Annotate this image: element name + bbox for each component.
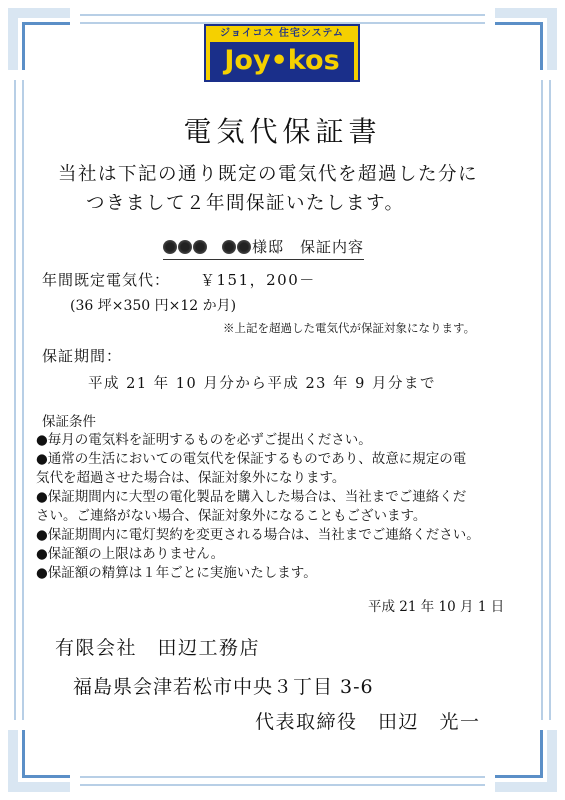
subject-suffix: 様邸 保証内容 xyxy=(252,238,365,256)
representative-name: 代表取締役 田辺 光一 xyxy=(255,711,481,733)
intro-line-1: 当社は下記の通り既定の電気代を超過した分に xyxy=(58,164,479,185)
condition-line: ●保証額の上限はありません。 xyxy=(36,546,225,562)
border-strip-bottom xyxy=(80,776,485,786)
document-title: 電気代保証書 xyxy=(183,115,382,148)
annual-amount-label: 年間既定電気代： xyxy=(42,271,171,289)
border-strip-left xyxy=(14,80,24,720)
condition-line: 気代を超過させた場合は、保証対象外になります。 xyxy=(36,470,346,486)
border-corner-bottom-left xyxy=(8,730,70,792)
redacted-name-mark xyxy=(163,238,208,256)
period-value: 平成 21 年 10 月分から平成 23 年 9 月分まで xyxy=(88,376,436,392)
condition-line: ●保証期間内に電灯契約を変更される場合は、当社までご連絡ください。 xyxy=(36,527,480,543)
border-strip-top xyxy=(80,14,485,24)
condition-line: ●保証額の精算は１年ごとに実施いたします。 xyxy=(36,565,317,581)
logo-wordmark: Joy•kos xyxy=(210,42,354,80)
border-corner-bottom-right xyxy=(495,730,557,792)
logo-subtitle: ジョイコス 住宅システム xyxy=(220,28,344,39)
period-label: 保証期間： xyxy=(42,347,123,365)
border-strip-right xyxy=(541,80,551,720)
border-corner-top-left xyxy=(8,8,70,70)
coverage-note: ※上記を超過した電気代が保証対象になります。 xyxy=(223,321,476,335)
conditions-title: 保証条件 xyxy=(42,414,96,430)
condition-line: ●毎月の電気料を証明するものを必ずご提出ください。 xyxy=(36,432,372,448)
condition-line: ●通常の生活においての電気代を保証するものであり、故意に規定の電 xyxy=(36,451,467,467)
condition-line: さい。ご連絡がない場合、保証対象外になることもございます。 xyxy=(36,508,427,524)
redacted-name-mark xyxy=(222,238,252,256)
company-logo xyxy=(204,24,360,82)
annual-amount-value: ￥151，200－ xyxy=(200,271,316,289)
company-address: 福島県会津若松市中央３丁目 3-6 xyxy=(73,676,374,698)
subject-line xyxy=(163,236,364,260)
condition-line: ●保証期間内に大型の電化製品を購入した場合は、当社までご連絡くだ xyxy=(36,489,467,505)
issue-date: 平成 21 年 10 月 1 日 xyxy=(368,599,505,615)
company-name: 有限会社 田辺工務店 xyxy=(55,637,261,659)
amount-calculation: (36 坪×350 円×12 か月) xyxy=(70,298,237,314)
border-corner-top-right xyxy=(495,8,557,70)
intro-line-2: つきまして２年間保証いたします。 xyxy=(86,193,405,214)
